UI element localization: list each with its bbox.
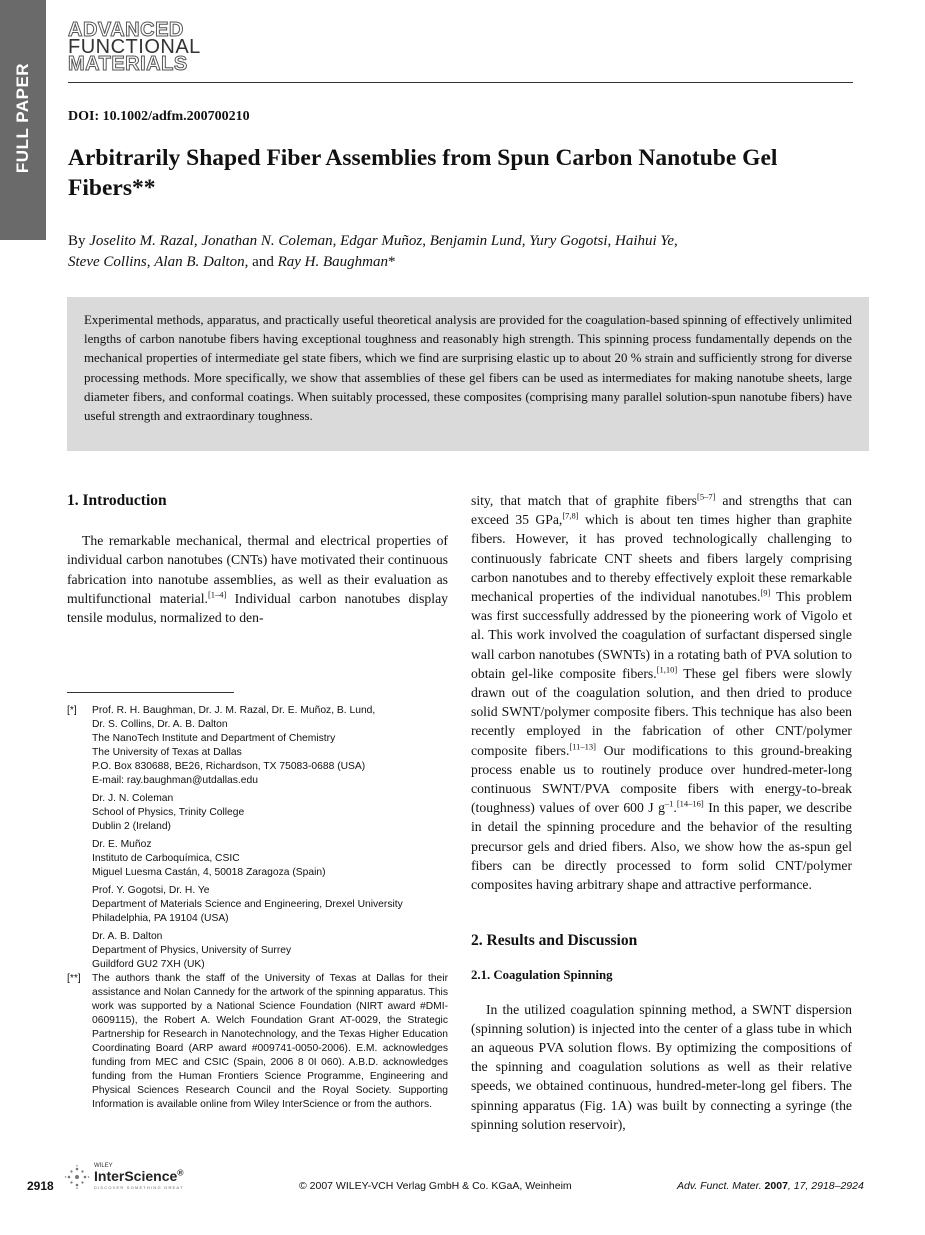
- footnote-mark: [*]: [67, 705, 77, 716]
- affil-line: Instituto de Carboquímica, CSIC: [92, 853, 240, 864]
- author: Jonathan N. Coleman: [201, 233, 333, 249]
- body-text: Our modifications to this ground-breaking process enable us to routinely produce over hundred-meter-long continuous SWNT/PVA composite fibers with energy-to-break (toughness) values of over 600 J g: [471, 742, 852, 816]
- affil-line: Miguel Luesma Castán, 4, 50018 Zaragoza (Spain): [92, 867, 326, 878]
- author-and: and: [252, 254, 274, 270]
- journal-logo-line: FUNCTIONAL: [68, 36, 201, 58]
- publisher-name-text: InterScience: [94, 1168, 178, 1184]
- section-tab-label: FULL PAPER: [13, 62, 32, 174]
- journal-logo: [68, 19, 201, 75]
- footnote-mark: [**]: [67, 973, 81, 984]
- body-text: sity, that match that of graphite fibers: [471, 493, 697, 508]
- results-subheading: 2.1. Coagulation Spinning: [471, 968, 613, 983]
- footnote-affiliations: [67, 704, 448, 972]
- citation: [7,8]: [562, 510, 579, 521]
- journal-citation: [677, 1180, 864, 1192]
- journal-logo-line: ADVANCED: [68, 19, 184, 41]
- author: Alan B. Dalton: [154, 254, 245, 270]
- affil-line: School of Physics, Trinity College: [92, 807, 245, 818]
- unit-exponent: –1: [664, 798, 674, 809]
- intro-section: [67, 491, 448, 627]
- affil-line: Philadelphia, PA 19104 (USA): [92, 913, 229, 924]
- page-number: 2918: [27, 1179, 54, 1193]
- results-heading: 2. Results and Discussion: [471, 932, 638, 950]
- author: Haihui Ye: [615, 233, 675, 249]
- affil-line: The NanoTech Institute and Department of Chemistry: [92, 733, 336, 744]
- citation: [9]: [760, 587, 771, 598]
- body-text: and strengths that can exceed 35 GPa,: [471, 493, 852, 528]
- citation: [5–7]: [697, 491, 716, 502]
- citation: [11–13]: [569, 741, 597, 752]
- footnote-affiliation-body: [92, 704, 448, 972]
- affil-line: Dublin 2 (Ireland): [92, 821, 171, 832]
- publisher-name: [94, 1168, 184, 1184]
- publisher-tagline: DISCOVER SOMETHING GREAT: [94, 1185, 184, 1190]
- body-text: These gel fibers were slowly drawn out of the coagulation solution, and then dried to produce solid SWNT/polymer composite fibers. This technique has also been recently employed in the fabrication of other CNT/polymer composite fibers.: [471, 665, 852, 758]
- abstract-text: Experimental methods, apparatus, and practically useful theoretical analysis are provided for the coagulation-based spinning of effectively unlimited lengths of carbon nanotube fibers having exceptional toughness and reasonably high strength. This spinning process fundamentally depends on the mechanical properties of intermediate gel state fibers, which we find are surprising elastic up to about 20 % strain and sufficiently strong for diverse processing methods. More specifically, we show that assemblies of these gel fibers can be used as intermediates for making nanotube sheets, large diameter fibers, and conformal coatings. When suitably processed, these composites (comprising many parallel solution-spun nanotube fibers) have useful strength and extraordinary toughness.: [84, 313, 852, 424]
- journal-volume-pages: , 17, 2918–2924: [787, 1180, 864, 1192]
- right-column: [471, 491, 852, 1134]
- corresponding-mark: *: [388, 254, 396, 270]
- header-rule: [68, 82, 853, 83]
- journal-year: 2007: [764, 1180, 788, 1192]
- affil-line: Prof. Y. Gogotsi, Dr. H. Ye: [92, 885, 210, 896]
- body-text: This problem was first successfully addressed by the pioneering work of Vigolo et al. This work involved the coagulation of surfactant dispersed single wall carbon nanotubes (SWNTs) in a rotating bath of PVA solution to obtain gel-like composite fibers.: [471, 589, 852, 681]
- author-list: By Joselito M. Razal, Jonathan N. Coleman, Edgar Muñoz, Benjamin Lund, Yury Gogotsi, Haihui Ye, Steve Collins, Alan B. Dalton, and Ray H. Baughman*: [68, 233, 678, 270]
- journal-abbrev: Adv. Funct. Mater.: [677, 1180, 762, 1192]
- section-tab: [0, 0, 46, 240]
- body-text: .: [673, 800, 677, 816]
- intro-text: The remarkable mechanical, thermal and electrical properties of individual carbon nanotubes (CNTs) have motivated their continuous fabrication into nanotube assemblies, as well as their evaluation as multifunctional material.: [67, 533, 448, 606]
- author: Edgar Muñoz: [340, 233, 423, 249]
- affil-line: Dr. S. Collins, Dr. A. B. Dalton: [92, 719, 228, 730]
- author: Benjamin Lund: [429, 233, 522, 249]
- affil-line: Guildford GU2 7XH (UK): [92, 959, 205, 970]
- doi: DOI: 10.1002/adfm.200700210: [68, 109, 250, 124]
- footnote-rule: [67, 692, 234, 693]
- starburst-icon: [64, 1165, 90, 1189]
- affil-line: Dr. A. B. Dalton: [92, 931, 163, 942]
- affil-line: Department of Materials Science and Engineering, Drexel University: [92, 899, 403, 910]
- affil-line: Dr. E. Muñoz: [92, 839, 152, 850]
- registered-mark: ®: [177, 1167, 184, 1178]
- interscience-logo: [64, 1163, 192, 1191]
- acknowledgements-text: The authors thank the staff of the University of Texas at Dallas for their assistance and Nolan Cannedy for the artwork of the spinning apparatus. This work was supported by a National Science Foundation (NIRT award #DMI-0609115), the Robert A. Welch Foundation Grant AT-0029, the Strategic Partnership for Research in Nanotechnology, and the Texas Higher Education Coordinating Board (ARP award #009741-0050-2006). E.M. acknowledges funding from MEC and CSIC (Spain, 2006 8 0I 060). A.B.D. acknowledges funding from the Human Frontiers Science Programme, Engineering and Physical Sciences Research Council and the Royal Society. Supporting Information is available online from Wiley InterScience or from the authors.: [92, 973, 448, 1110]
- citation: [14–16]: [676, 798, 704, 809]
- results-paragraph: In the utilized coagulation spinning method, a SWNT dispersion (spinning solution) is injected into the center of a glass tube in which an aqueous PVA solution flows. By optimizing the compositions of the spinning and coagulation solutions as well as their relative speeds, we obtained continuous, hundred-meter-long gel fibers. The spinning apparatus (Fig. 1A) was built by connecting a syringe (the spinning solution reservoir),: [471, 1001, 852, 1132]
- author: Steve Collins: [68, 254, 147, 270]
- intro-text-tail: Individual carbon nanotubes display tensile modulus, normalized to den-: [67, 590, 448, 626]
- intro-paragraph-cont: [471, 491, 852, 894]
- paper-title: Arbitrarily Shaped Fiber Assemblies from Spun Carbon Nanotube Gel Fibers**: [68, 145, 778, 201]
- author: Ray H. Baughman: [277, 254, 388, 270]
- abstract-box: [67, 297, 869, 451]
- author: Joselito M. Razal: [89, 233, 194, 249]
- affil-email: E-mail: ray.baughman@utdallas.edu: [92, 775, 258, 786]
- intro-heading: 1. Introduction: [67, 492, 167, 509]
- affil-line: Dr. J. N. Coleman: [92, 793, 174, 804]
- copyright: © 2007 WILEY-VCH Verlag GmbH & Co. KGaA, Weinheim: [299, 1180, 572, 1192]
- author-by: By: [68, 233, 86, 249]
- author: Yury Gogotsi: [529, 233, 608, 249]
- affil-line: P.O. Box 830688, BE26, Richardson, TX 75083-0688 (USA): [92, 761, 366, 772]
- footnote-acknowledgements: [67, 972, 448, 1112]
- citation: [1–4]: [207, 589, 227, 600]
- footnotes: [67, 704, 448, 1112]
- intro-paragraph: [67, 531, 448, 627]
- affil-line: Prof. R. H. Baughman, Dr. J. M. Razal, Dr. E. Muñoz, B. Lund,: [92, 705, 376, 716]
- body-text: which is about ten times higher than graphite fibers. However, it has proved technologically challenging to continuously fabricate CNT sheets and fibers largely comprising carbon nanotubes and to thereby effectively exploit these remarkable mechanical properties of the individual nanotubes.: [471, 512, 852, 605]
- journal-logo-line: MATERIALS: [68, 53, 188, 75]
- publisher-small: WILEY: [94, 1163, 113, 1169]
- body-text: In this paper, we describe in detail the spinning procedure and the behavior of the resulting precursor gels and dried fibers. Also, we show how the as-spun gel fibers can be directly processed to form solid CNT/polymer composites having arbitrary shape and attractive performance.: [471, 800, 852, 893]
- citation: [1,10]: [656, 664, 678, 675]
- affil-line: The University of Texas at Dallas: [92, 747, 242, 758]
- affil-line: Department of Physics, University of Surrey: [92, 945, 292, 956]
